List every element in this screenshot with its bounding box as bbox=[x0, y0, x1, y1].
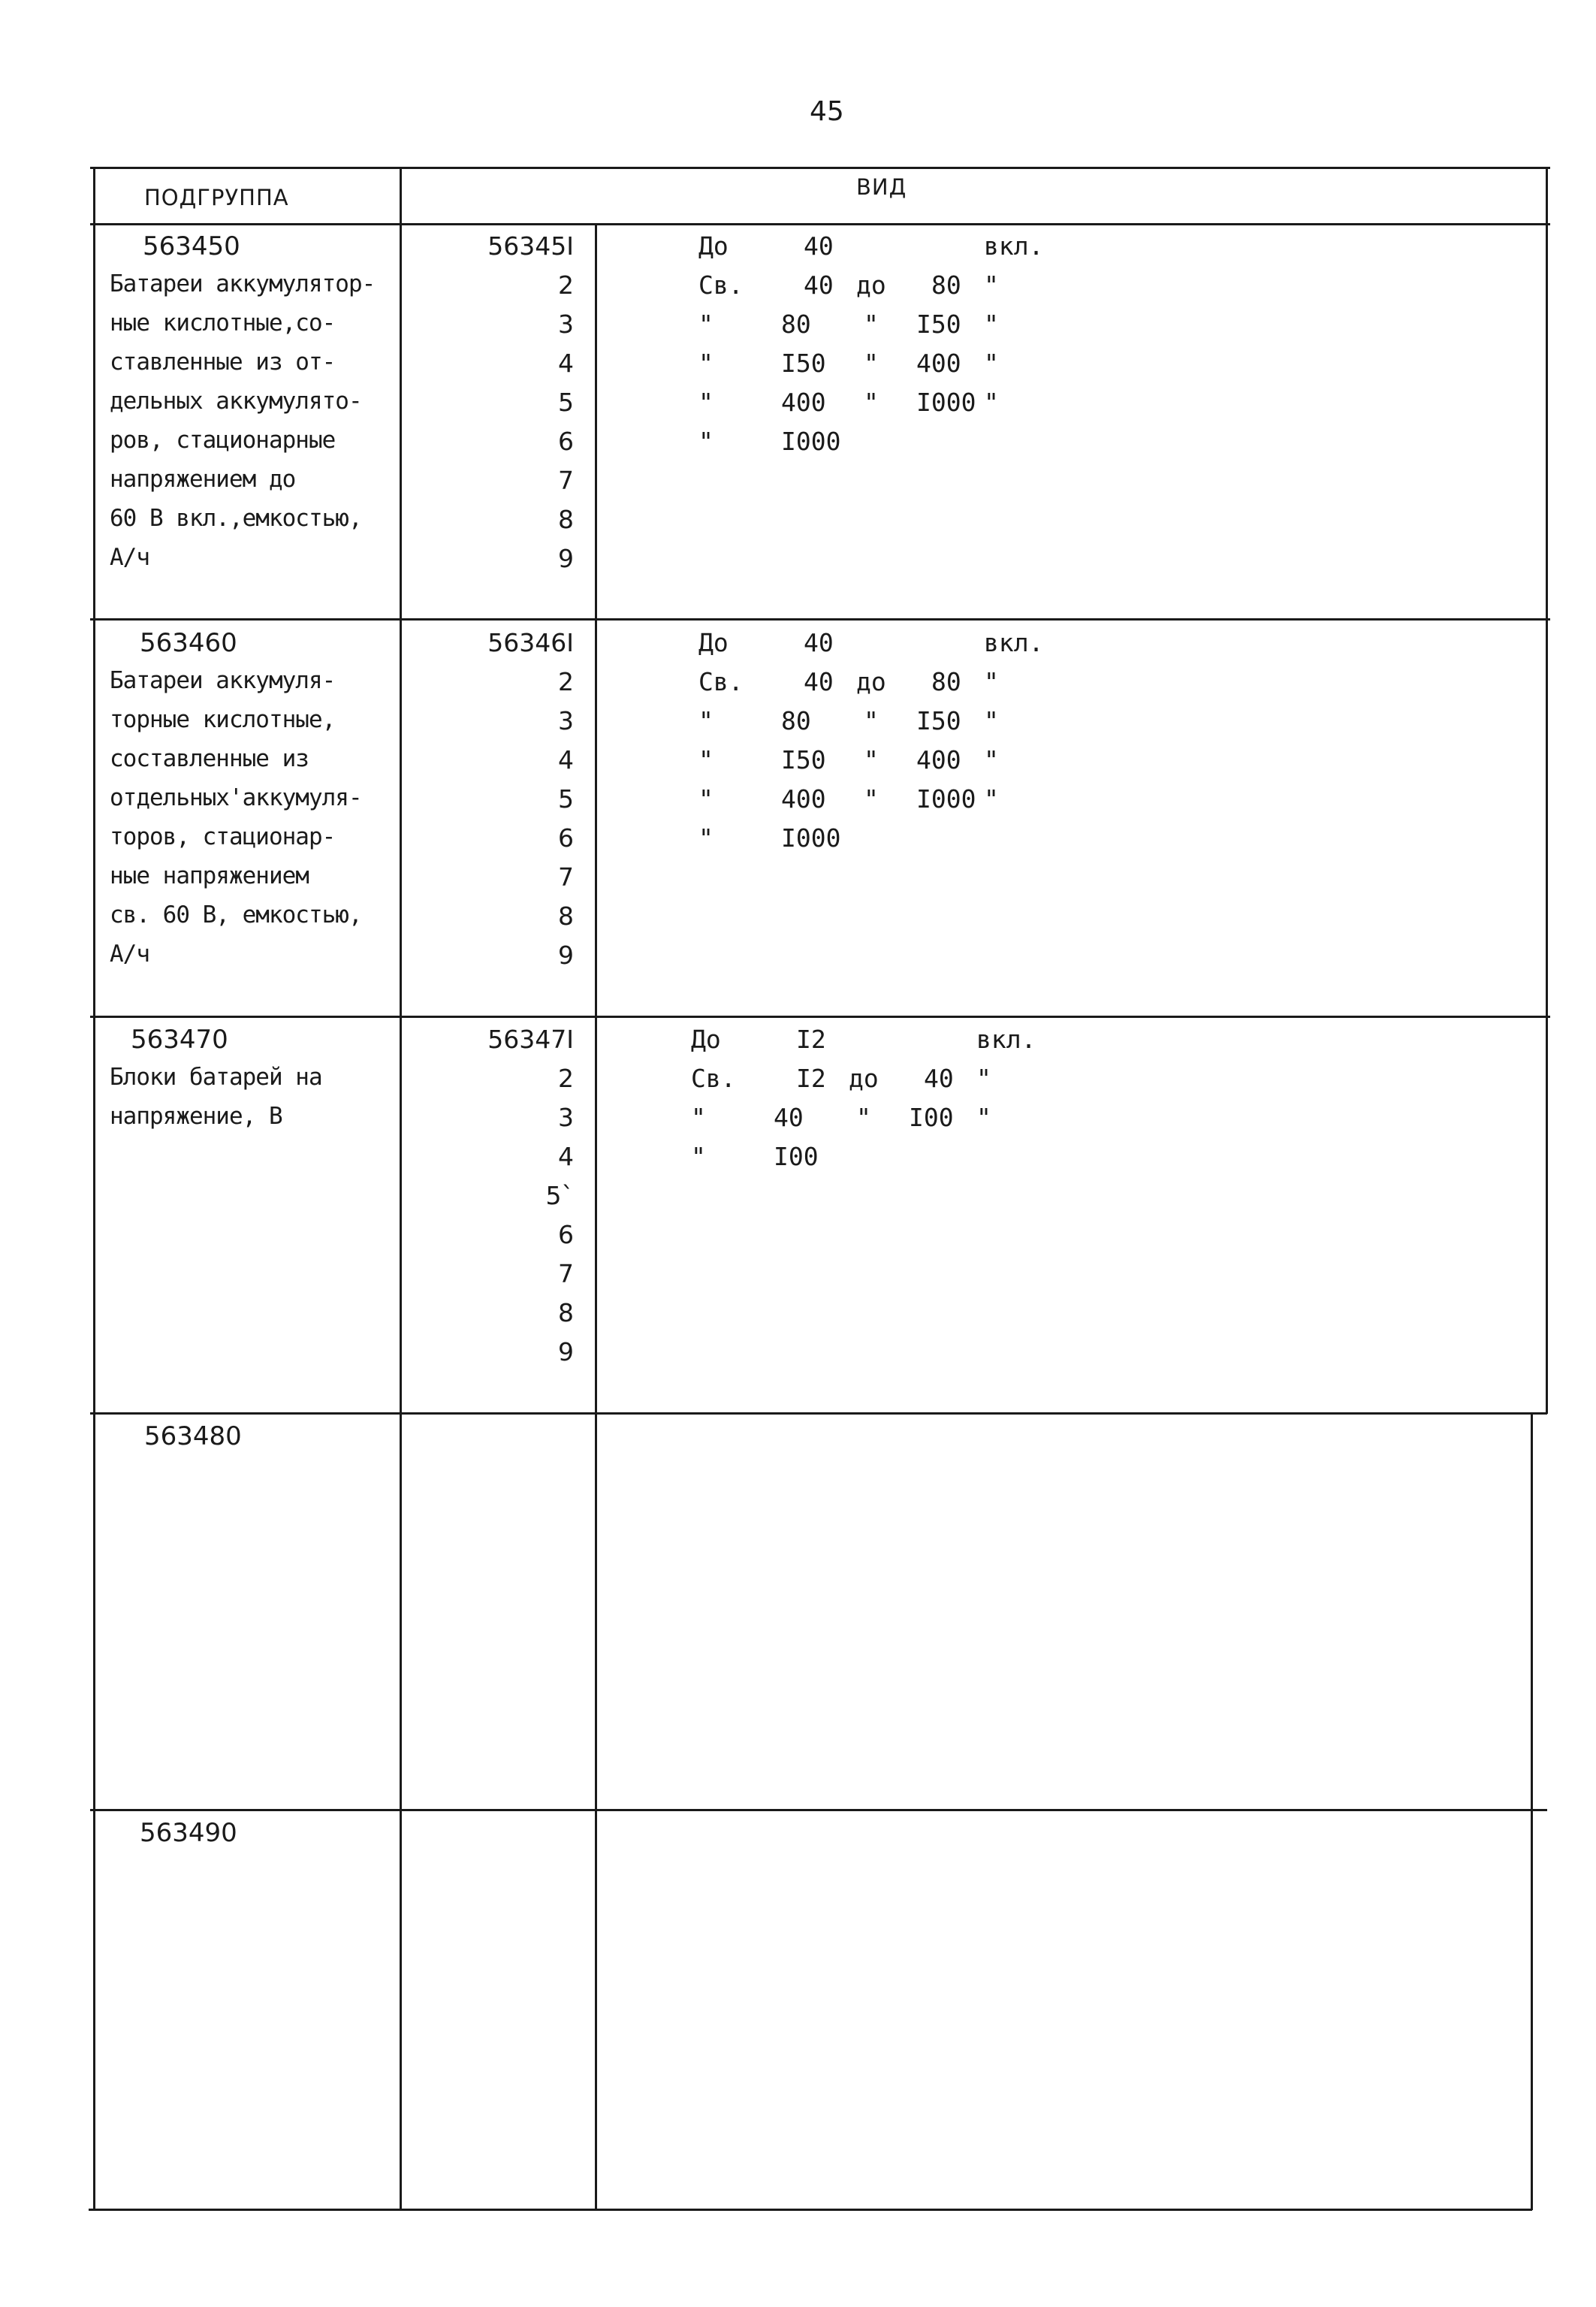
kind-range-cell: 80 bbox=[931, 667, 961, 696]
kind-range-cell: 400 bbox=[781, 388, 826, 417]
kind-range-cell: До bbox=[698, 628, 729, 657]
subgroup-description-line: торов, стационар- bbox=[110, 823, 336, 850]
kind-code: 3 bbox=[558, 310, 574, 339]
kind-code: 5 bbox=[558, 784, 574, 814]
kind-code: 56347I bbox=[487, 1025, 574, 1054]
kind-range-cell: I2 bbox=[796, 1025, 826, 1054]
kind-range-cell: I000 bbox=[916, 388, 976, 417]
kind-range-cell: 400 bbox=[781, 784, 826, 814]
kind-code: 8 bbox=[558, 1298, 574, 1327]
kind-range-cell: " bbox=[976, 1103, 991, 1132]
kind-range-cell: I00 bbox=[909, 1103, 954, 1132]
kind-range-cell: до bbox=[856, 667, 886, 696]
kind-range-cell: " bbox=[698, 310, 714, 339]
kind-code: 6 bbox=[558, 1220, 574, 1249]
kind-range-cell: I000 bbox=[781, 427, 841, 456]
kind-range-cell: " bbox=[698, 427, 714, 456]
subgroup-description-line: дельных аккумулято- bbox=[110, 388, 362, 415]
kind-code: 7 bbox=[558, 466, 574, 495]
subgroup-description-line: ставленные из от- bbox=[110, 349, 336, 376]
subgroup-description-line: ров, стационарные bbox=[110, 427, 336, 454]
subgroup-description-line: А/ч bbox=[110, 544, 149, 571]
subgroup-code: 563470 bbox=[131, 1025, 228, 1055]
kind-range-cell: " bbox=[984, 349, 999, 378]
kind-range-cell: " bbox=[984, 706, 999, 735]
kind-code: 2 bbox=[558, 667, 574, 696]
kind-range-cell: I50 bbox=[781, 745, 826, 775]
subgroup-code: 563490 bbox=[140, 1818, 237, 1848]
kind-range-cell: " bbox=[984, 310, 999, 339]
kind-range-cell: I000 bbox=[916, 784, 976, 814]
kind-code: 9 bbox=[558, 941, 574, 970]
subgroup-description-line: отдельных'аккумуля- bbox=[110, 784, 362, 811]
kind-range-cell: " bbox=[698, 784, 714, 814]
subgroup-description-line: напряжение, В bbox=[110, 1103, 282, 1130]
kind-range-cell: 40 bbox=[804, 667, 834, 696]
kind-range-cell: 40 bbox=[804, 628, 834, 657]
kind-code: 7 bbox=[558, 862, 574, 892]
kind-range-cell: " bbox=[691, 1142, 706, 1171]
subgroup-description-line: Блоки батарей на bbox=[110, 1064, 322, 1091]
subgroup-description-line: св. 60 В, емкостью, bbox=[110, 901, 362, 929]
kind-code: 8 bbox=[558, 901, 574, 931]
kind-code: 4 bbox=[558, 745, 574, 775]
kind-range-cell: " bbox=[698, 745, 714, 775]
kind-code: 6 bbox=[558, 427, 574, 456]
kind-code: 3 bbox=[558, 706, 574, 735]
kind-code: 4 bbox=[558, 1142, 574, 1171]
kind-range-cell: 40 bbox=[774, 1103, 804, 1132]
kind-code: 5 bbox=[558, 388, 574, 417]
kind-range-cell: до bbox=[856, 270, 886, 300]
kind-code: 2 bbox=[558, 1064, 574, 1093]
kind-range-cell: 40 bbox=[804, 231, 834, 261]
subgroup-description-line: Батареи аккумуля- bbox=[110, 667, 336, 694]
kind-code: 8 bbox=[558, 505, 574, 534]
kind-range-cell: " bbox=[864, 745, 879, 775]
subgroup-description-line: 60 В вкл.,емкостью, bbox=[110, 505, 362, 532]
kind-range-cell: " bbox=[856, 1103, 871, 1132]
kind-code: 5` bbox=[545, 1181, 574, 1210]
kind-range-cell: " bbox=[984, 667, 999, 696]
header-kind: ВИД bbox=[856, 174, 907, 200]
kind-code: 9 bbox=[558, 1337, 574, 1366]
kind-code: 4 bbox=[558, 349, 574, 378]
kind-range-cell: До bbox=[698, 231, 729, 261]
kind-range-cell: " bbox=[984, 745, 999, 775]
kind-range-cell: До bbox=[691, 1025, 721, 1054]
kind-range-cell: вкл. bbox=[984, 628, 1044, 657]
header-subgroup: ПОДГРУППА bbox=[144, 185, 289, 210]
kind-range-cell: Св. bbox=[698, 270, 744, 300]
subgroup-description-line: ные напряжением bbox=[110, 862, 309, 889]
kind-code: 3 bbox=[558, 1103, 574, 1132]
kind-range-cell: 80 bbox=[781, 310, 811, 339]
subgroup-code: 563480 bbox=[144, 1421, 242, 1451]
kind-range-cell: 400 bbox=[916, 349, 961, 378]
kind-range-cell: I000 bbox=[781, 823, 841, 853]
kind-range-cell: I00 bbox=[774, 1142, 819, 1171]
kind-code: 6 bbox=[558, 823, 574, 853]
subgroup-description-line: торные кислотные, bbox=[110, 706, 336, 733]
kind-range-cell: " bbox=[984, 388, 999, 417]
kind-range-cell: " bbox=[698, 706, 714, 735]
kind-range-cell: " bbox=[698, 388, 714, 417]
subgroup-description-line: напряжением до bbox=[110, 466, 296, 493]
kind-range-cell: " bbox=[864, 784, 879, 814]
kind-range-cell: вкл. bbox=[976, 1025, 1036, 1054]
subgroup-description-line: Батареи аккумулятор- bbox=[110, 270, 376, 297]
subgroup-code: 563460 bbox=[140, 628, 237, 658]
kind-code: 7 bbox=[558, 1259, 574, 1288]
kind-range-cell: до bbox=[849, 1064, 879, 1093]
kind-range-cell: " bbox=[864, 388, 879, 417]
kind-range-cell: I50 bbox=[781, 349, 826, 378]
subgroup-description-line: составленные из bbox=[110, 745, 309, 772]
kind-range-cell: вкл. bbox=[984, 231, 1044, 261]
kind-range-cell: " bbox=[691, 1103, 706, 1132]
kind-range-cell: 80 bbox=[931, 270, 961, 300]
kind-range-cell: I50 bbox=[916, 706, 961, 735]
kind-code: 9 bbox=[558, 544, 574, 573]
kind-range-cell: " bbox=[984, 270, 999, 300]
kind-range-cell: " bbox=[864, 706, 879, 735]
kind-range-cell: " bbox=[698, 823, 714, 853]
subgroup-description-line: А/ч bbox=[110, 941, 149, 968]
kind-range-cell: 80 bbox=[781, 706, 811, 735]
kind-range-cell: 400 bbox=[916, 745, 961, 775]
kind-range-cell: Св. bbox=[698, 667, 744, 696]
kind-range-cell: " bbox=[698, 349, 714, 378]
kind-range-cell: " bbox=[984, 784, 999, 814]
kind-code: 56346I bbox=[487, 628, 574, 657]
kind-range-cell: " bbox=[976, 1064, 991, 1093]
subgroup-code: 563450 bbox=[143, 231, 240, 261]
page-number: 45 bbox=[810, 96, 844, 127]
kind-range-cell: Св. bbox=[691, 1064, 736, 1093]
kind-range-cell: " bbox=[864, 349, 879, 378]
kind-range-cell: I2 bbox=[796, 1064, 826, 1093]
kind-range-cell: " bbox=[864, 310, 879, 339]
kind-range-cell: 40 bbox=[804, 270, 834, 300]
kind-code: 2 bbox=[558, 270, 574, 300]
kind-range-cell: 40 bbox=[924, 1064, 954, 1093]
subgroup-description-line: ные кислотные,со- bbox=[110, 310, 336, 337]
kind-code: 56345I bbox=[487, 231, 574, 261]
kind-range-cell: I50 bbox=[916, 310, 961, 339]
